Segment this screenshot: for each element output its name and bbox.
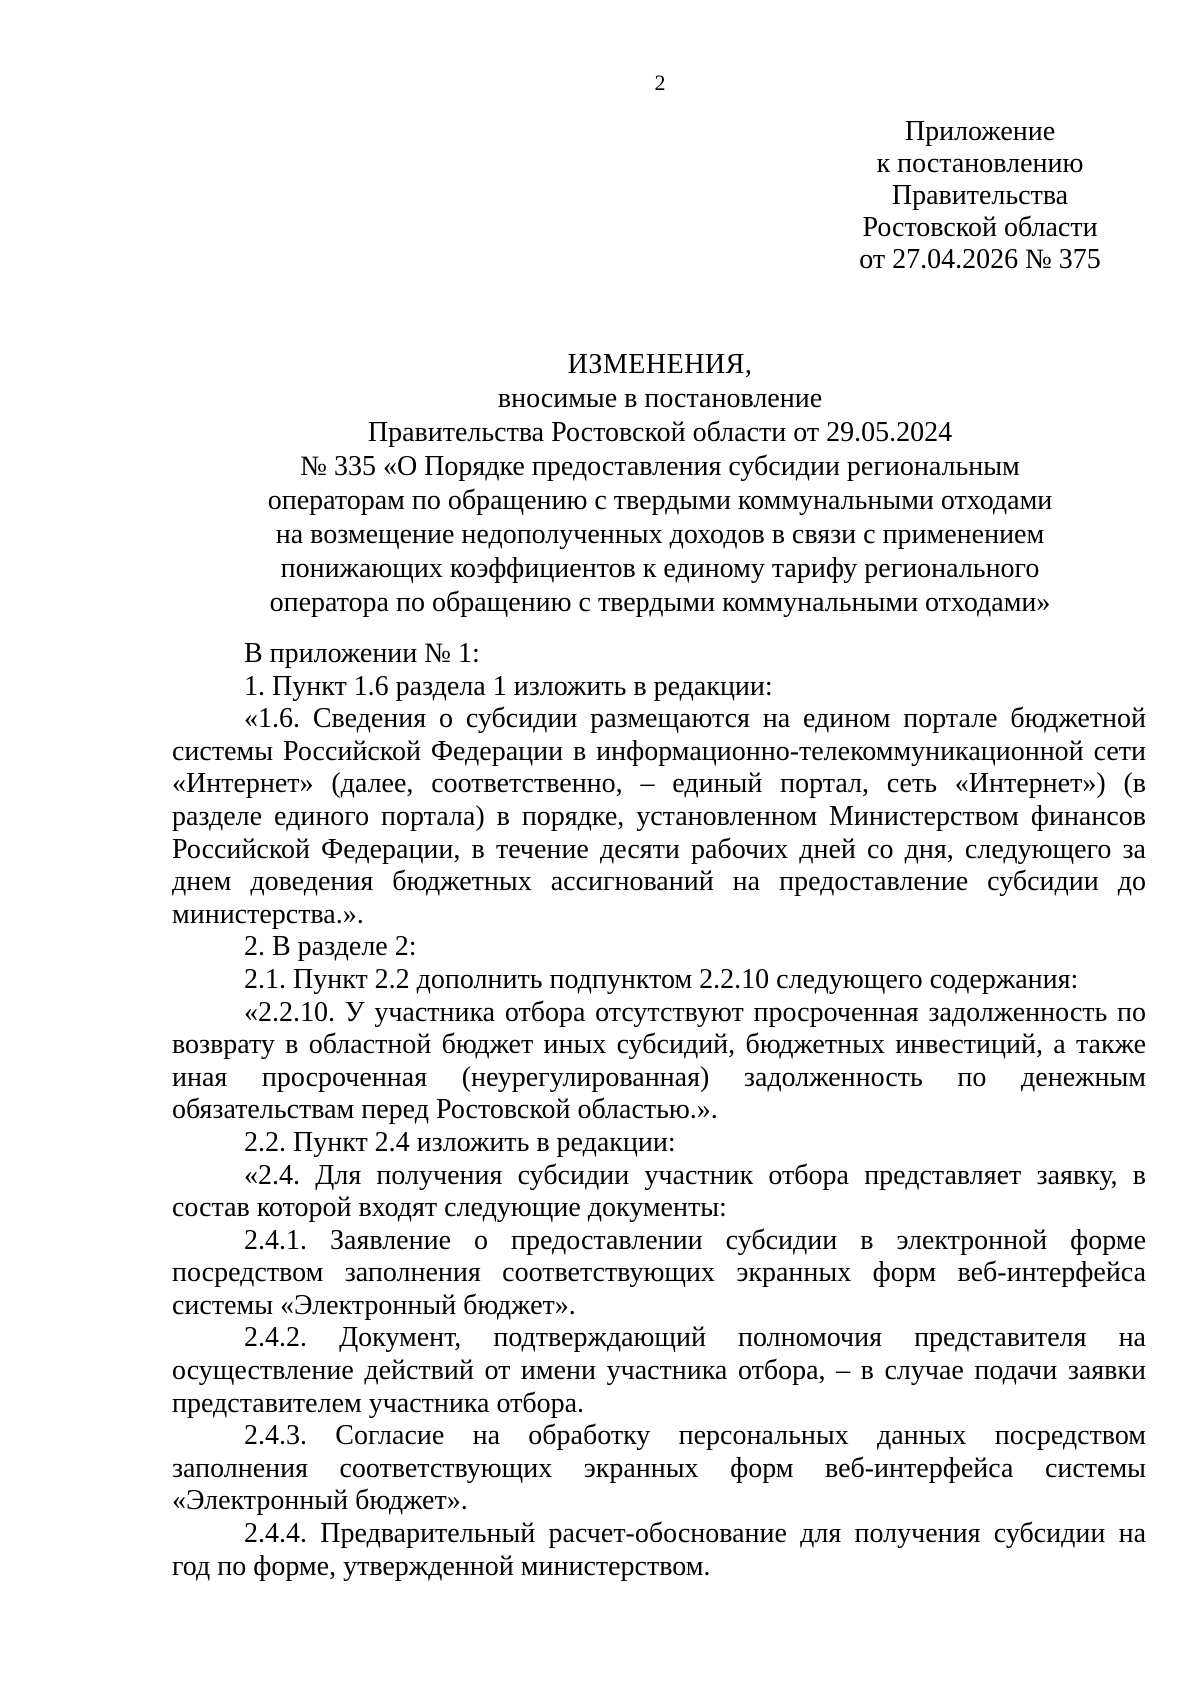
body-paragraph: 2.4.4. Предварительный расчет-обоснование для получения субсидии на год по форме, утвержденной министерством. xyxy=(172,1518,1146,1582)
body-paragraph: 1. Пункт 1.6 раздела 1 изложить в редакции: xyxy=(244,670,773,702)
body-paragraph: 2.2. Пункт 2.4 изложить в редакции: xyxy=(244,1126,676,1158)
body-paragraph: «2.2.10. У участника отбора отсутствуют просроченная задолженность по возврату в областной бюджет иных субсидий, бюджетных инвестиций, а также иная просроченная (неурегулированная) задолженность по денежным обязательствам перед Ростовской областью.». xyxy=(172,996,1146,1126)
body-paragraph: «1.6. Сведения о субсидии размещаются на едином портале бюджетной системы Российской Федерации в информационно-телекоммуникационной сети «Интернет» (далее, соответственно, – единый портал, сеть «Интернет») (в разделе единого портала) в порядке, установленном Министерством финансов Российской Федерации, в течение десяти рабочих дней со дня, следующего за днем доведения бюджетных ассигнований на предоставление субсидии до министерства.». xyxy=(172,703,1146,930)
title-line: понижающих коэффициентов к единому тарифу регионального xyxy=(280,553,1040,584)
title-line: операторам по обращению с твердыми коммунальными отходами xyxy=(267,485,1053,516)
page-number: 2 xyxy=(654,70,666,95)
body-paragraph: 2.4.3. Согласие на обработку персональных данных посредством заполнения соответствующих экранных форм веб-интерфейса системы «Электронный бюджет». xyxy=(172,1420,1146,1517)
approval-line: Ростовской области xyxy=(862,212,1098,243)
title-heading: ИЗМЕНЕНИЯ, xyxy=(567,349,753,380)
body-paragraph: В приложении № 1: xyxy=(244,638,480,669)
body-paragraph: 2.4.2. Документ, подтверждающий полномочия представителя на осуществление действий от имени участника отбора, – в случае подачи заявки представителем участника отбора. xyxy=(172,1322,1146,1419)
body-paragraph: 2.4.1. Заявление о предоставлении субсидии в электронной форме посредством заполнения соответствующих экранных форм веб-интерфейса системы «Электронный бюджет». xyxy=(172,1224,1146,1321)
approval-line: Правительства xyxy=(891,180,1069,211)
title-line: оператора по обращению с твердыми коммунальными отходами» xyxy=(269,587,1051,618)
approval-line: к постановлению xyxy=(876,148,1084,179)
body-paragraph: «2.4. Для получения субсидии участник отбора представляет заявку, в состав которой входят следующие документы: xyxy=(172,1159,1146,1224)
document-body xyxy=(172,638,1146,1583)
title-line: № 335 «О Порядке предоставления субсидии региональным xyxy=(300,451,1020,482)
approval-date-number: от 27.04.2026 № 375 xyxy=(859,244,1101,275)
approval-line: Приложение xyxy=(904,116,1056,147)
approval-stamp-block xyxy=(830,116,1130,276)
title-line: вносимые в постановление xyxy=(497,383,823,414)
title-line: Правительства Ростовской области от 29.05.2024 xyxy=(367,417,953,448)
title-line: на возмещение недополученных доходов в связи с применением xyxy=(275,519,1045,550)
document-title xyxy=(200,348,1120,620)
body-paragraph: 2. В разделе 2: xyxy=(244,931,417,963)
body-paragraph: 2.1. Пункт 2.2 дополнить подпунктом 2.2.10 следующего содержания: xyxy=(244,963,1079,995)
